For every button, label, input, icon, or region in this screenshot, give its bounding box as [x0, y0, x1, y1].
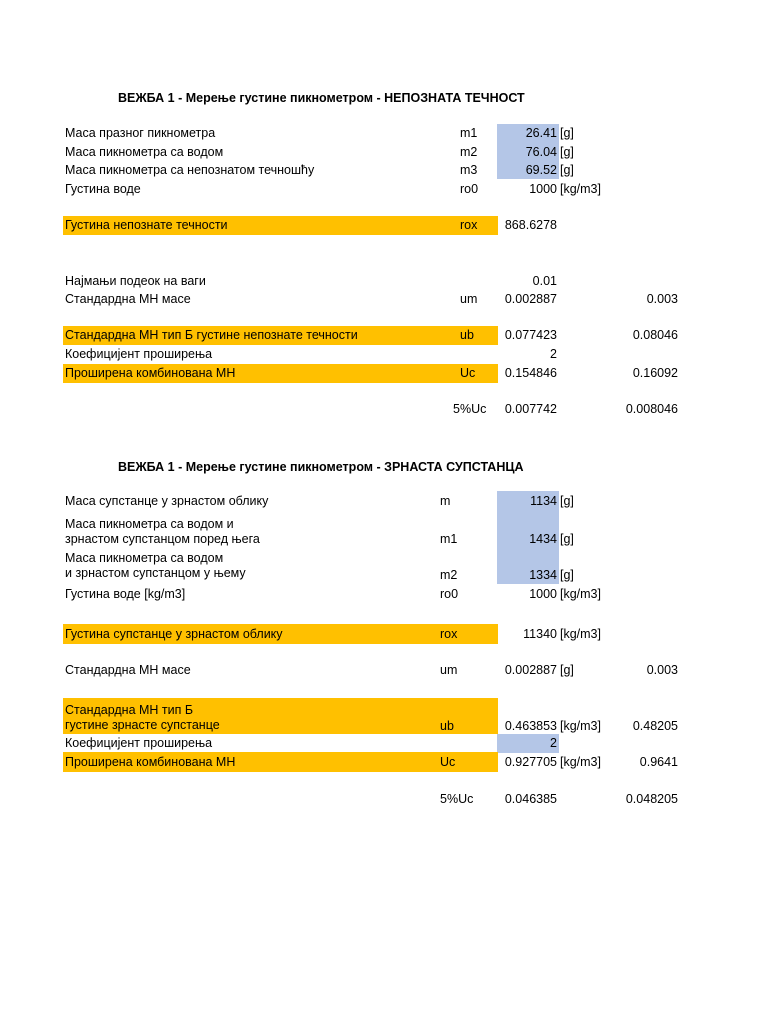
- row-symbol: 5%Uc: [453, 402, 487, 416]
- row-result: 0.16092: [632, 366, 678, 380]
- row-label: Маса пикнометра са непознатом течношћу: [65, 163, 315, 177]
- row-label: Проширена комбинована МН: [65, 755, 236, 769]
- row-symbol: m: [440, 494, 451, 508]
- row-label: Густина супстанце у зрнастом облику: [65, 627, 283, 641]
- row-value: 1000: [529, 587, 557, 601]
- section2-title: ВЕЖБА 1 - Мерење густине пикнометром - ЗРНАСТА СУПСТАНЦА: [118, 460, 524, 474]
- row-result: 0.08046: [632, 328, 678, 342]
- row-label: Стандардна МН тип Б густине непознате течности: [65, 328, 358, 342]
- row-unit: [kg/m3]: [560, 587, 601, 601]
- row-value: 0.463853: [504, 719, 557, 733]
- row-label: Густина воде: [65, 182, 141, 196]
- row-label: Најмањи подеок на ваги: [65, 274, 206, 288]
- row-value: 0.154846: [504, 366, 557, 380]
- row-result: 0.48205: [632, 719, 678, 733]
- row-unit: [g]: [560, 163, 574, 177]
- row-value: 0.077423: [504, 328, 557, 342]
- row-symbol: 5%Uc: [440, 792, 474, 806]
- row-label-line1: Стандардна МН тип Б: [65, 703, 194, 717]
- row-value: 868.6278: [504, 218, 557, 232]
- row-value[interactable]: 2: [550, 736, 557, 750]
- row-result: 0.9641: [639, 755, 678, 769]
- row-symbol: m3: [460, 163, 478, 177]
- row-result: 0.008046: [625, 402, 678, 416]
- row-label: Стандардна МН масе: [65, 663, 191, 677]
- row-value: 0.046385: [504, 792, 557, 806]
- row-symbol: rox: [440, 627, 458, 641]
- row-unit: [g]: [560, 145, 574, 159]
- row-label: Густина воде [kg/m3]: [65, 587, 186, 601]
- row-label-line2: и зрнастом супстанцом у њему: [65, 566, 246, 580]
- row-label: Коефицијент проширења: [65, 736, 213, 750]
- row-symbol: um: [440, 663, 458, 677]
- row-symbol: rox: [460, 218, 478, 232]
- row-unit: [kg/m3]: [560, 719, 601, 733]
- row-symbol: ro0: [460, 182, 479, 196]
- row-value[interactable]: 76.04: [525, 145, 557, 159]
- row-unit: [g]: [560, 126, 574, 140]
- row-symbol: ro0: [440, 587, 459, 601]
- row-value: 11340: [523, 627, 557, 641]
- row-label: Маса супстанце у зрнастом облику: [65, 494, 269, 508]
- row-unit: [g]: [560, 494, 574, 508]
- row-symbol: um: [460, 292, 478, 306]
- row-value[interactable]: 26.41: [525, 126, 557, 140]
- row-symbol: m2: [460, 145, 478, 159]
- row-value: 0.002887: [504, 663, 557, 677]
- row-value[interactable]: 1134: [530, 494, 557, 508]
- row-symbol: m1: [440, 532, 458, 546]
- row-value: 1000: [529, 182, 557, 196]
- row-value: 0.01: [532, 274, 557, 288]
- row-value: 0.007742: [504, 402, 557, 416]
- row-unit: [kg/m3]: [560, 182, 601, 196]
- row-symbol: Uc: [440, 755, 456, 769]
- row-label: Маса пикнометра са водом: [65, 145, 224, 159]
- row-value[interactable]: 69.52: [525, 163, 557, 177]
- row-label-line2: зрнастом супстанцом поред њега: [65, 532, 260, 546]
- row-label-line1: Маса пикнометра са водом: [65, 551, 224, 565]
- row-label: Коефицијент проширења: [65, 347, 213, 361]
- row-label-line1: Маса пикнометра са водом и: [65, 517, 234, 531]
- row-value[interactable]: 1434: [529, 532, 557, 546]
- section1-title: ВЕЖБА 1 - Мерење густине пикнометром - НЕПОЗНАТА ТЕЧНОСТ: [118, 91, 525, 105]
- row-result: 0.048205: [625, 792, 678, 806]
- row-unit: [kg/m3]: [560, 755, 601, 769]
- row-symbol: m2: [440, 568, 458, 582]
- row-unit: [g]: [560, 568, 574, 582]
- row-symbol: m1: [460, 126, 478, 140]
- row-result: 0.003: [646, 292, 678, 306]
- row-unit: [kg/m3]: [560, 627, 601, 641]
- row-unit: [g]: [560, 532, 574, 546]
- row-value: 0.927705: [504, 755, 557, 769]
- row-label-line2: густине зрнасте супстанце: [65, 718, 220, 732]
- row-result: 0.003: [646, 663, 678, 677]
- row-label: Проширена комбинована МН: [65, 366, 236, 380]
- row-value: 0.002887: [504, 292, 557, 306]
- row-value: 2: [550, 347, 557, 361]
- row-symbol: ub: [440, 719, 454, 733]
- row-symbol: ub: [460, 328, 474, 342]
- row-unit: [g]: [560, 663, 574, 677]
- row-label: Стандардна МН масе: [65, 292, 191, 306]
- row-symbol: Uc: [460, 366, 476, 380]
- row-label: Густина непознате течности: [65, 218, 228, 232]
- row-label: Маса празног пикнометра: [65, 126, 216, 140]
- row-value[interactable]: 1334: [529, 568, 557, 582]
